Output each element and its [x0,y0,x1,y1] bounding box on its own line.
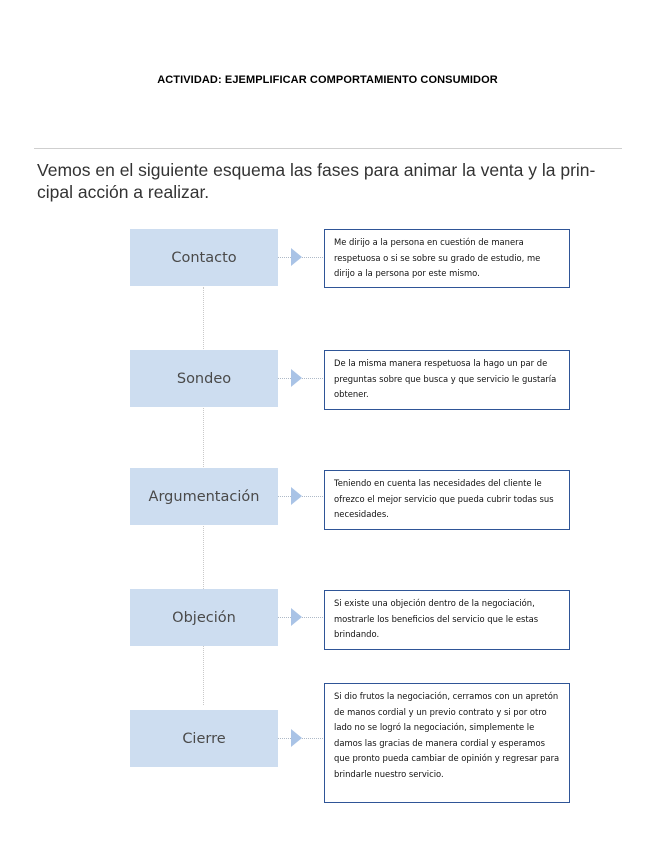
description-contacto: Me dirijo a la persona en cuestión de manera respetuosa o si se sobre su grado de estudio, me dirijo a la persona por este mismo. [324,229,570,288]
arrow-icon [291,487,302,505]
phase-argumentacion: Argumentación [130,468,278,525]
description-objecion: Si existe una objeción dentro de la negociación, mostrarle los beneficios del servicio que le estas brindando. [324,590,570,650]
phase-cierre: Cierre [130,710,278,767]
divider [34,148,622,149]
description-cierre: Si dio frutos la negociación, cerramos con un apretón de manos cordial y un previo contrato y si por otro lado no se logró la negociación, simplemente le damos las gracias de manera cordial y esperamos que pronto pueda cambiar de opinión y regresar para brindarle nuestro servicio. [324,683,570,803]
document-title: ACTIVIDAD: EJEMPLIFICAR COMPORTAMIENTO CONSUMIDOR [157,74,498,86]
arrow-icon [291,248,302,266]
arrow-icon [291,608,302,626]
description-argumentacion: Teniendo en cuenta las necesidades del cliente le ofrezco el mejor servicio que pueda cubrir todas sus necesidades. [324,470,570,530]
description-sondeo: De la misma manera respetuosa la hago un par de preguntas sobre que busca y que servicio le gustaría obtener. [324,350,570,410]
phase-contacto: Contacto [130,229,278,286]
phase-sondeo: Sondeo [130,350,278,407]
arrow-icon [291,729,302,747]
phase-objecion: Objeción [130,589,278,646]
arrow-icon [291,369,302,387]
intro-paragraph: Vemos en el siguiente esquema las fases para animar la venta y la prin- cipal acción a realizar. [37,160,596,202]
